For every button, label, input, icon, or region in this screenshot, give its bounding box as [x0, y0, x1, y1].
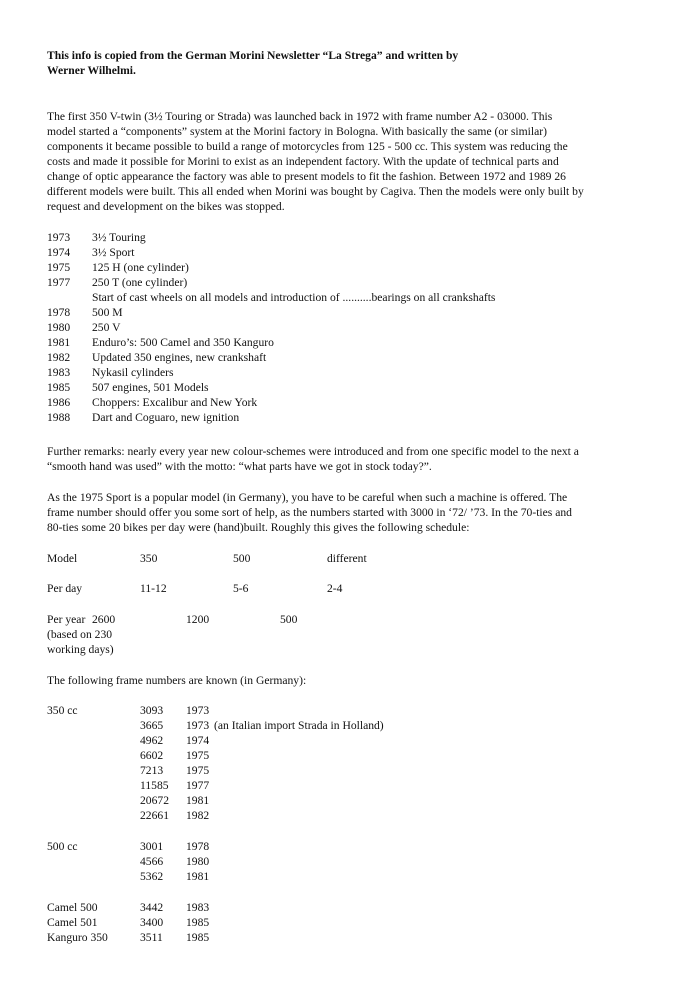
intro-line: components it became possible to build a range of motorcycles from 125 - 500 cc. This system was reducing the	[47, 140, 568, 153]
timeline-year: 1977	[47, 276, 71, 289]
intro-line: request and development on the bikes was stopped.	[47, 200, 285, 213]
timeline-text: 250 T (one cylinder)	[92, 276, 188, 289]
frame-year: 1973	[186, 704, 210, 717]
timeline-year: 1974	[47, 246, 71, 259]
timeline-text: 250 V	[92, 321, 121, 334]
timeline-year: 1973	[47, 231, 71, 244]
timeline-year: 1986	[47, 396, 71, 409]
frame-note: (an Italian import Strada in Holland)	[214, 719, 384, 732]
frame-number: 3400	[140, 916, 164, 929]
sport-line: 80-ties some 20 bikes per day were (hand)built. Roughly this gives the following schedule:	[47, 521, 470, 534]
frame-number: 11585	[140, 779, 169, 792]
remarks-line: “smooth hand was used” with the motto: “what parts have we got in stock today?”.	[47, 460, 432, 473]
timeline-text: 3½ Touring	[92, 231, 146, 244]
frame-year: 1975	[186, 764, 210, 777]
schedule-value: 2600	[92, 613, 116, 626]
frame-number: 5362	[140, 870, 164, 883]
frame-year: 1983	[186, 901, 210, 914]
timeline-text: 507 engines, 501 Models	[92, 381, 209, 394]
timeline-year: 1975	[47, 261, 71, 274]
frame-model: Kanguro 350	[47, 931, 108, 944]
schedule-label: Per year	[47, 613, 86, 626]
timeline-year: 1978	[47, 306, 71, 319]
timeline-text: 125 H (one cylinder)	[92, 261, 189, 274]
schedule-value: different	[327, 552, 367, 565]
frame-year: 1977	[186, 779, 210, 792]
frame-number: 4566	[140, 855, 164, 868]
frame-number: 3665	[140, 719, 164, 732]
timeline-year: 1981	[47, 336, 71, 349]
intro-line: different models were built. This all ended when Morini was bought by Cagiva. Then the models were only built by	[47, 185, 584, 198]
schedule-value: 350	[140, 552, 158, 565]
timeline-year: 1980	[47, 321, 71, 334]
frame-year: 1978	[186, 840, 210, 853]
timeline-text: Enduro’s: 500 Camel and 350 Kanguro	[92, 336, 274, 349]
schedule-value: 5-6	[233, 582, 249, 595]
timeline-year: 1985	[47, 381, 71, 394]
frame-number: 22661	[140, 809, 169, 822]
schedule-label: Per day	[47, 582, 83, 595]
timeline-text: Updated 350 engines, new crankshaft	[92, 351, 267, 364]
frame-year: 1981	[186, 794, 210, 807]
frame-number: 6602	[140, 749, 164, 762]
timeline-text: 500 M	[92, 306, 123, 319]
header-line-2: Werner Wilhelmi.	[47, 64, 136, 77]
timeline-text: Choppers: Excalibur and New York	[92, 396, 258, 409]
frame-number: 3511	[140, 931, 163, 944]
frame-number: 3001	[140, 840, 164, 853]
schedule-label: Model	[47, 552, 78, 565]
frame-number: 3093	[140, 704, 164, 717]
schedule-value: 11-12	[140, 582, 167, 595]
frame-number: 4962	[140, 734, 164, 747]
sport-line: frame number should offer you some sort of help, as the numbers started with 3000 in ‘72/ ’73. In the 70-ties and	[47, 506, 572, 519]
frame-number: 3442	[140, 901, 164, 914]
frame-year: 1985	[186, 931, 210, 944]
frames-intro: The following frame numbers are known (in Germany):	[47, 674, 307, 687]
frame-year: 1975	[186, 749, 210, 762]
frame-model: 500 cc	[47, 840, 78, 853]
frame-year: 1974	[186, 734, 210, 747]
intro-line: costs and made it possible for Morini to exist as an independent factory. With the update of technical parts and	[47, 155, 559, 168]
schedule-value: 2-4	[327, 582, 343, 595]
intro-line: model started a “components” system at the Morini factory in Bologna. With basically the same (or similar)	[47, 125, 547, 138]
timeline-text: Start of cast wheels on all models and introduction of ..........bearings on all crankshafts	[92, 291, 496, 304]
intro-line: The first 350 V-twin (3½ Touring or Strada) was launched back in 1972 with frame number A2 - 03000. This	[47, 110, 553, 123]
frame-year: 1981	[186, 870, 210, 883]
frame-year: 1980	[186, 855, 210, 868]
frame-year: 1982	[186, 809, 210, 822]
timeline-text: 3½ Sport	[92, 246, 135, 259]
timeline-year: 1982	[47, 351, 71, 364]
frame-year: 1985	[186, 916, 210, 929]
frame-number: 20672	[140, 794, 169, 807]
frame-number: 7213	[140, 764, 164, 777]
schedule-note: working days)	[47, 643, 114, 656]
timeline-text: Nykasil cylinders	[92, 366, 174, 379]
frame-model: 350 cc	[47, 704, 78, 717]
sport-line: As the 1975 Sport is a popular model (in Germany), you have to be careful when such a machine is offered. The	[47, 491, 568, 504]
header-line-1: This info is copied from the German Morini Newsletter “La Strega” and written by	[47, 49, 459, 62]
schedule-note: (based on 230	[47, 628, 113, 641]
schedule-value: 500	[280, 613, 298, 626]
timeline-year: 1988	[47, 411, 71, 424]
intro-line: change of optic appearance the factory was able to present models to fit the fashion. Between 1972 and 1989 26	[47, 170, 566, 183]
schedule-value: 500	[233, 552, 251, 565]
frame-year: 1973	[186, 719, 210, 732]
frame-model: Camel 501	[47, 916, 98, 929]
remarks-line: Further remarks: nearly every year new colour-schemes were introduced and from one specific model to the next a	[47, 445, 579, 458]
timeline-text: Dart and Coguaro, new ignition	[92, 411, 240, 424]
schedule-value: 1200	[186, 613, 210, 626]
timeline-year: 1983	[47, 366, 71, 379]
frame-model: Camel 500	[47, 901, 98, 914]
